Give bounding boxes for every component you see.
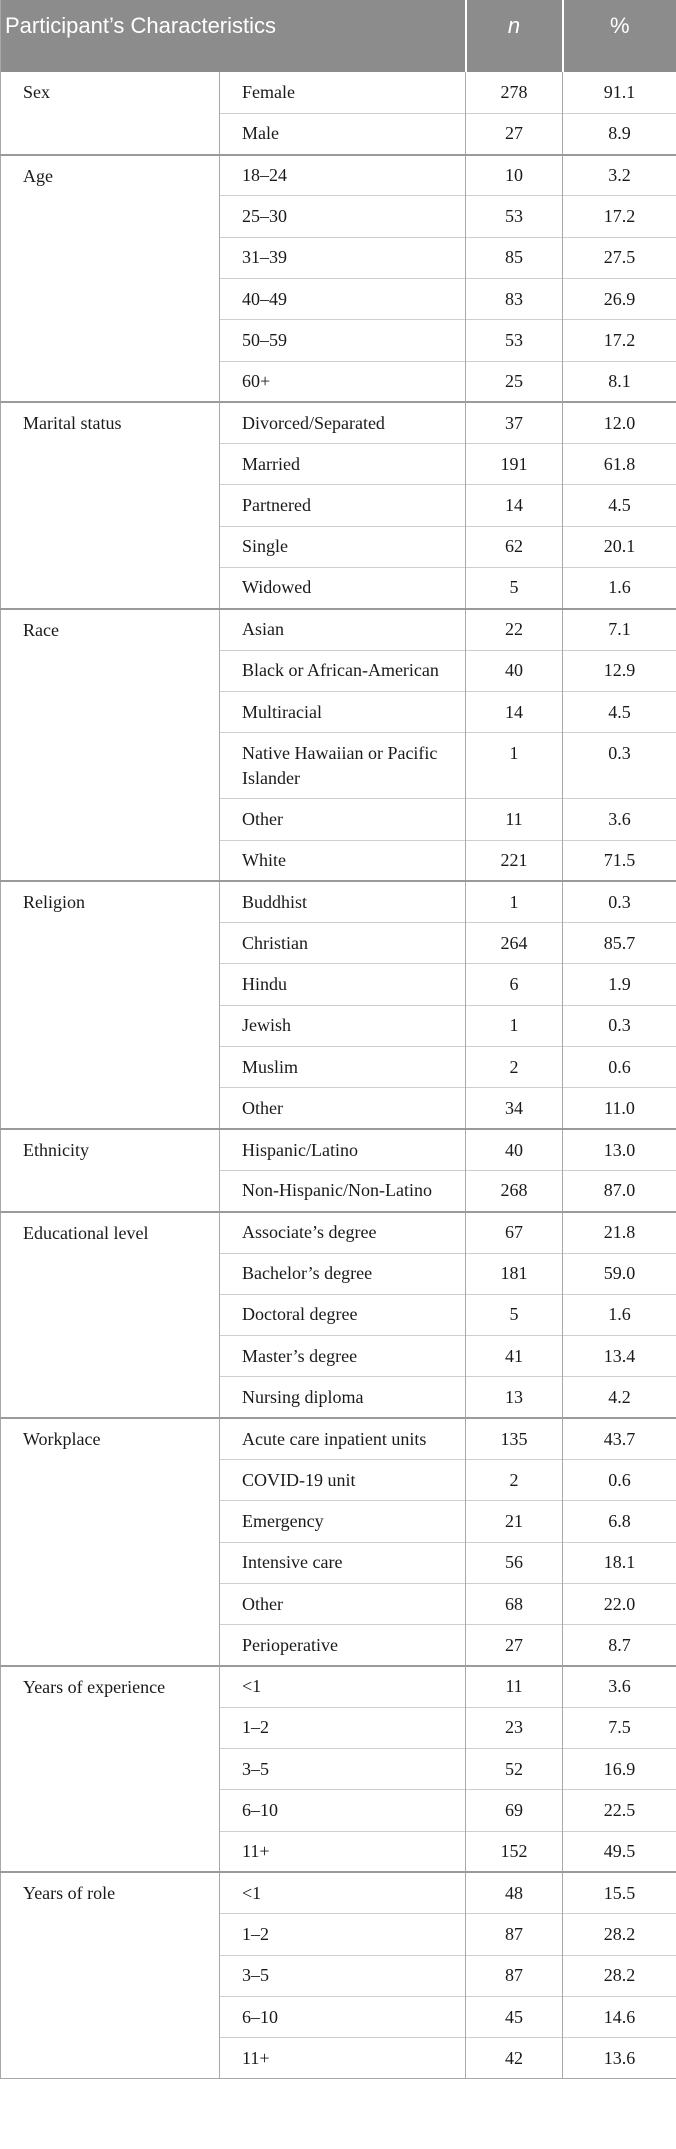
category-cell: 11+ (220, 1831, 466, 1872)
percent-cell: 1.9 (563, 964, 676, 1005)
percent-cell: 27.5 (563, 237, 676, 278)
table-row (1, 881, 676, 922)
category-cell: Jewish (220, 1005, 466, 1046)
category-cell: 6–10 (220, 1790, 466, 1831)
count-cell: 27 (466, 113, 563, 154)
count-cell: 52 (466, 1749, 563, 1790)
count-cell: 14 (466, 691, 563, 732)
category-cell: 31–39 (220, 237, 466, 278)
percent-cell: 28.2 (563, 1955, 676, 1996)
header-characteristics: Participant’s Characteristics (1, 0, 466, 72)
percent-cell: 11.0 (563, 1088, 676, 1129)
count-cell: 85 (466, 237, 563, 278)
percent-cell: 49.5 (563, 1831, 676, 1872)
count-cell: 23 (466, 1707, 563, 1748)
count-cell: 22 (466, 609, 563, 650)
count-cell: 56 (466, 1542, 563, 1583)
count-cell: 62 (466, 526, 563, 567)
percent-cell: 8.9 (563, 113, 676, 154)
table-row (1, 1129, 676, 1170)
count-cell: 152 (466, 1831, 563, 1872)
count-cell: 40 (466, 1129, 563, 1170)
count-cell: 1 (466, 733, 563, 799)
category-cell: 40–49 (220, 278, 466, 319)
category-cell: 1–2 (220, 1914, 466, 1955)
category-cell: 11+ (220, 2038, 466, 2079)
percent-cell: 8.7 (563, 1625, 676, 1666)
count-cell: 5 (466, 568, 563, 609)
category-cell: COVID-19 unit (220, 1460, 466, 1501)
percent-cell: 0.6 (563, 1460, 676, 1501)
count-cell: 53 (466, 196, 563, 237)
category-cell: <1 (220, 1872, 466, 1913)
category-cell: 18–24 (220, 155, 466, 196)
percent-cell: 12.9 (563, 650, 676, 691)
count-cell: 83 (466, 278, 563, 319)
percent-cell: 1.6 (563, 568, 676, 609)
category-cell: Native Hawaiian or Pacific Islander (220, 733, 466, 799)
category-cell: Intensive care (220, 1542, 466, 1583)
category-cell: 6–10 (220, 1996, 466, 2037)
percent-cell: 3.6 (563, 799, 676, 840)
category-cell: Master’s degree (220, 1336, 466, 1377)
count-cell: 135 (466, 1418, 563, 1459)
count-cell: 181 (466, 1253, 563, 1294)
category-cell: Bachelor’s degree (220, 1253, 466, 1294)
group-label: Age (1, 155, 220, 403)
count-cell: 278 (466, 72, 563, 113)
count-cell: 10 (466, 155, 563, 196)
percent-cell: 4.2 (563, 1377, 676, 1418)
percent-cell: 4.5 (563, 485, 676, 526)
count-cell: 41 (466, 1336, 563, 1377)
count-cell: 34 (466, 1088, 563, 1129)
group-label: Years of experience (1, 1666, 220, 1872)
percent-cell: 0.3 (563, 1005, 676, 1046)
percent-cell: 7.5 (563, 1707, 676, 1748)
percent-cell: 28.2 (563, 1914, 676, 1955)
category-cell: 1–2 (220, 1707, 466, 1748)
group-label: Workplace (1, 1418, 220, 1666)
count-cell: 48 (466, 1872, 563, 1913)
percent-cell: 0.3 (563, 881, 676, 922)
count-cell: 268 (466, 1170, 563, 1211)
count-cell: 67 (466, 1212, 563, 1253)
percent-cell: 21.8 (563, 1212, 676, 1253)
percent-cell: 85.7 (563, 923, 676, 964)
group-label: Ethnicity (1, 1129, 220, 1212)
table-row (1, 1872, 676, 1913)
count-cell: 68 (466, 1583, 563, 1624)
percent-cell: 13.0 (563, 1129, 676, 1170)
percent-cell: 13.4 (563, 1336, 676, 1377)
percent-cell: 1.6 (563, 1294, 676, 1335)
percent-cell: 6.8 (563, 1501, 676, 1542)
count-cell: 14 (466, 485, 563, 526)
category-cell: Perioperative (220, 1625, 466, 1666)
percent-cell: 22.0 (563, 1583, 676, 1624)
category-cell: Multiracial (220, 691, 466, 732)
percent-cell: 61.8 (563, 444, 676, 485)
category-cell: Other (220, 799, 466, 840)
percent-cell: 0.3 (563, 733, 676, 799)
table-row (1, 609, 676, 650)
count-cell: 27 (466, 1625, 563, 1666)
count-cell: 11 (466, 1666, 563, 1707)
group-label: Marital status (1, 402, 220, 608)
category-cell: Non-Hispanic/Non-Latino (220, 1170, 466, 1211)
table-header (1, 0, 676, 72)
table-row (1, 1418, 676, 1459)
count-cell: 45 (466, 1996, 563, 2037)
count-cell: 5 (466, 1294, 563, 1335)
table-row (1, 1212, 676, 1253)
count-cell: 264 (466, 923, 563, 964)
category-cell: 50–59 (220, 320, 466, 361)
percent-cell: 87.0 (563, 1170, 676, 1211)
category-cell: White (220, 840, 466, 881)
count-cell: 21 (466, 1501, 563, 1542)
group-label: Religion (1, 881, 220, 1129)
category-cell: Associate’s degree (220, 1212, 466, 1253)
count-cell: 25 (466, 361, 563, 402)
category-cell: Asian (220, 609, 466, 650)
category-cell: Emergency (220, 1501, 466, 1542)
count-cell: 191 (466, 444, 563, 485)
category-cell: Hindu (220, 964, 466, 1005)
percent-cell: 13.6 (563, 2038, 676, 2079)
percent-cell: 3.2 (563, 155, 676, 196)
count-cell: 2 (466, 1460, 563, 1501)
percent-cell: 17.2 (563, 320, 676, 361)
category-cell: Acute care inpatient units (220, 1418, 466, 1459)
percent-cell: 22.5 (563, 1790, 676, 1831)
header-percent: % (563, 0, 676, 72)
count-cell: 2 (466, 1047, 563, 1088)
count-cell: 87 (466, 1955, 563, 1996)
percent-cell: 4.5 (563, 691, 676, 732)
percent-cell: 16.9 (563, 1749, 676, 1790)
category-cell: Other (220, 1088, 466, 1129)
group-label: Sex (1, 72, 220, 155)
category-cell: 3–5 (220, 1749, 466, 1790)
percent-cell: 20.1 (563, 526, 676, 567)
category-cell: Single (220, 526, 466, 567)
percent-cell: 18.1 (563, 1542, 676, 1583)
group-label: Years of role (1, 1872, 220, 2078)
header-n: n (466, 0, 563, 72)
category-cell: Married (220, 444, 466, 485)
percent-cell: 0.6 (563, 1047, 676, 1088)
category-cell: Widowed (220, 568, 466, 609)
percent-cell: 43.7 (563, 1418, 676, 1459)
category-cell: Other (220, 1583, 466, 1624)
count-cell: 53 (466, 320, 563, 361)
count-cell: 40 (466, 650, 563, 691)
category-cell: Christian (220, 923, 466, 964)
count-cell: 1 (466, 881, 563, 922)
category-cell: <1 (220, 1666, 466, 1707)
category-cell: Doctoral degree (220, 1294, 466, 1335)
count-cell: 1 (466, 1005, 563, 1046)
count-cell: 87 (466, 1914, 563, 1955)
count-cell: 6 (466, 964, 563, 1005)
category-cell: Female (220, 72, 466, 113)
percent-cell: 3.6 (563, 1666, 676, 1707)
percent-cell: 15.5 (563, 1872, 676, 1913)
group-label: Educational level (1, 1212, 220, 1418)
count-cell: 221 (466, 840, 563, 881)
category-cell: Muslim (220, 1047, 466, 1088)
percent-cell: 26.9 (563, 278, 676, 319)
category-cell: Hispanic/Latino (220, 1129, 466, 1170)
group-label: Race (1, 609, 220, 881)
category-cell: Black or African-American (220, 650, 466, 691)
table-row (1, 402, 676, 443)
table-row (1, 72, 676, 113)
table-body (1, 72, 676, 2079)
category-cell: Nursing diploma (220, 1377, 466, 1418)
table-row (1, 155, 676, 196)
category-cell: Male (220, 113, 466, 154)
count-cell: 37 (466, 402, 563, 443)
count-cell: 11 (466, 799, 563, 840)
percent-cell: 12.0 (563, 402, 676, 443)
category-cell: Partnered (220, 485, 466, 526)
category-cell: 25–30 (220, 196, 466, 237)
count-cell: 13 (466, 1377, 563, 1418)
percent-cell: 17.2 (563, 196, 676, 237)
percent-cell: 8.1 (563, 361, 676, 402)
count-cell: 69 (466, 1790, 563, 1831)
count-cell: 42 (466, 2038, 563, 2079)
percent-cell: 14.6 (563, 1996, 676, 2037)
category-cell: 60+ (220, 361, 466, 402)
category-cell: Divorced/Separated (220, 402, 466, 443)
percent-cell: 59.0 (563, 1253, 676, 1294)
percent-cell: 71.5 (563, 840, 676, 881)
category-cell: 3–5 (220, 1955, 466, 1996)
percent-cell: 7.1 (563, 609, 676, 650)
category-cell: Buddhist (220, 881, 466, 922)
percent-cell: 91.1 (563, 72, 676, 113)
table-row (1, 1666, 676, 1707)
